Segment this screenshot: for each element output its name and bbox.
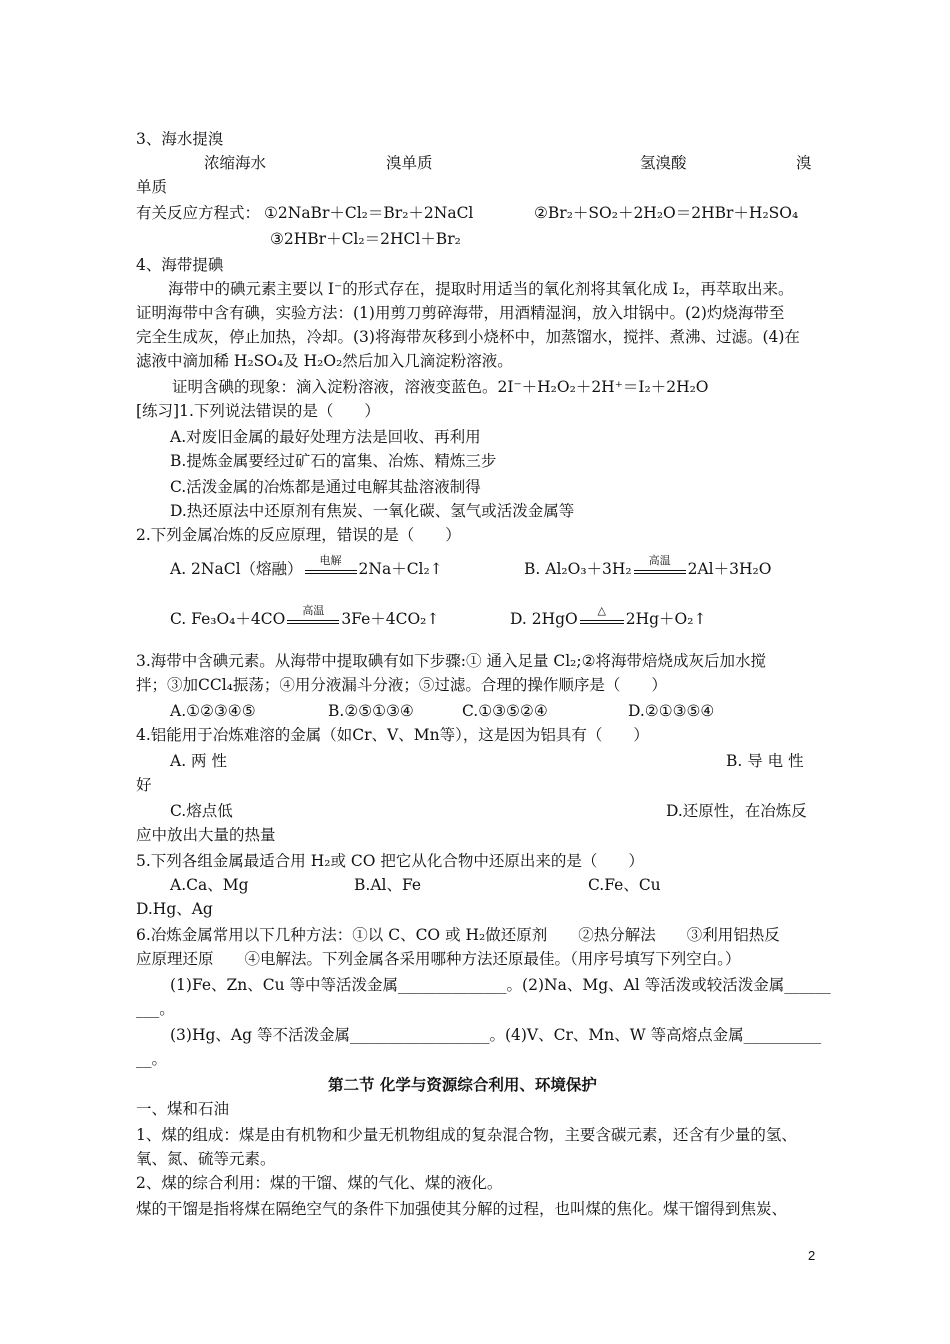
question-5-option-c: C.Fe、Cu <box>588 876 661 894</box>
question-3-stem-cont: 拌；③加CCl₄振荡；④用分液漏斗分液；⑤过滤。合理的操作顺序是（ ） <box>136 676 667 694</box>
question-4-option-d-tail: 应中放出大量的热量 <box>136 826 276 844</box>
paragraph-line: 滤液中滴加稀 H₂SO₄及 H₂O₂然后加入几滴淀粉溶液。 <box>136 352 513 370</box>
question-6-blank-line: __。 <box>136 1050 168 1068</box>
question-1-option-a: A.对废旧金属的最好处理方法是回收、再利用 <box>170 428 481 446</box>
paragraph-line: 2、煤的综合利用：煤的干馏、煤的气化、煤的液化。 <box>136 1174 503 1192</box>
question-4-option-b-tail: 好 <box>136 776 152 794</box>
question-2-option-c: C. Fe₃O₄＋4CO 高温 3Fe＋4CO₂↑ <box>170 604 440 628</box>
question-5-option-d: D.Hg、Ag <box>136 900 213 918</box>
question-1-option-d: D.热还原法中还原剂有焦炭、一氧化碳、氢气或活泼金属等 <box>170 502 575 520</box>
equation-label: 有关反应方程式： <box>136 204 261 222</box>
heading-iodine: 4、海带提碘 <box>136 256 224 274</box>
paragraph-line: 煤的干馏是指将煤在隔绝空气的条件下加强使其分解的过程，也叫煤的焦化。煤干馏得到焦炭、 <box>136 1200 788 1218</box>
question-4-option-c: C.熔点低 <box>170 802 233 820</box>
question-1-option-b: B.提炼金属要经过矿石的富集、冶炼、精炼三步 <box>170 452 497 470</box>
question-1-stem: [练习]1.下列说法错误的是（ ） <box>136 402 380 420</box>
flow-step-4: 溴 <box>796 154 812 172</box>
question-6-blank-line: (1)Fe、Zn、Cu 等中等活泼金属______________。(2)Na、Mg、Al 等活泼或较活泼金属______ <box>170 976 831 994</box>
question-5-stem: 5.下列各组金属最适合用 H₂或 CO 把它从化合物中还原出来的是（ ） <box>136 852 644 870</box>
question-6-blank-line: ___。 <box>136 1000 175 1018</box>
equation-3: ③2HBr＋Cl₂＝2HCl＋Br₂ <box>270 230 461 248</box>
flow-step-2: 溴单质 <box>386 154 433 172</box>
question-6-stem: 6.冶炼金属常用以下几种方法：①以 C、CO 或 H₂做还原剂 ②热分解法 ③利用铝热反 <box>136 926 780 944</box>
paragraph-line: 证明含碘的现象：滴入淀粉溶液，溶液变蓝色。2I⁻＋H₂O₂＋2H⁺＝I₂＋2H₂O <box>172 378 709 396</box>
equation-2: ②Br₂＋SO₂＋2H₂O＝2HBr＋H₂SO₄ <box>534 204 799 222</box>
reaction-condition: 高温 <box>287 612 339 628</box>
question-2-option-b: B. Al₂O₃＋3H₂ 高温 2Al＋3H₂O <box>524 554 772 578</box>
reaction-condition: △ <box>580 612 624 628</box>
flow-step-3: 氢溴酸 <box>640 154 687 172</box>
question-2-option-a: A. 2NaCl（熔融） 电解 2Na＋Cl₂↑ <box>170 554 443 578</box>
question-4-stem: 4.铝能用于冶炼难溶的金属（如Cr、V、Mn等），这是因为铝具有（ ） <box>136 726 649 744</box>
heading-bromine: 3、海水提溴 <box>136 130 224 148</box>
section-heading: 一、煤和石油 <box>136 1100 230 1118</box>
question-1-option-c: C.活泼金属的冶炼都是通过电解其盐溶液制得 <box>170 478 481 496</box>
question-3-option-a: A.①②③④⑤ <box>170 702 256 720</box>
page-number: 2 <box>808 1248 816 1263</box>
question-2-option-d: D. 2HgO △ 2Hg＋O₂↑ <box>510 604 707 628</box>
question-2-stem: 2.下列金属冶炼的反应原理，错误的是（ ） <box>136 526 461 544</box>
paragraph-line: 海带中的碘元素主要以 I⁻的形式存在，提取时用适当的氧化剂将其氧化成 I₂，再萃取出来。 <box>168 280 794 298</box>
question-4-option-d: D.还原性，在冶炼反 <box>666 802 807 820</box>
question-3-option-c: C.①③⑤②④ <box>462 702 548 720</box>
equation-1: ①2NaBr＋Cl₂＝Br₂＋2NaCl <box>264 204 474 222</box>
reaction-condition: 高温 <box>634 562 686 578</box>
question-3-option-d: D.②①③⑤④ <box>628 702 715 720</box>
paragraph-line: 1、煤的组成：煤是由有机物和少量无机物组成的复杂混合物，主要含碳元素，还含有少量的氢、 <box>136 1126 797 1144</box>
flow-step-1: 浓缩海水 <box>204 154 267 172</box>
question-3-stem: 3.海带中含碘元素。从海带中提取碘有如下步骤:① 通入足量 Cl₂;②将海带焙烧成灰后加水搅 <box>136 652 767 670</box>
flow-tail: 单质 <box>136 178 168 196</box>
question-4-option-a: A. 两 性 <box>170 752 227 770</box>
paragraph-line: 完全生成灰，停止加热，冷却。(3)将海带灰移到小烧杯中，加蒸馏水，搅拌、煮沸、过滤。(4)在 <box>136 328 800 346</box>
question-4-option-b: B. 导 电 性 <box>726 752 804 770</box>
question-3-option-b: B.②⑤①③④ <box>328 702 414 720</box>
paragraph-line: 氧、氮、硫等元素。 <box>136 1150 276 1168</box>
paragraph-line: 证明海带中含有碘，实验方法：(1)用剪刀剪碎海带，用酒精湿润，放入坩锅中。(2)灼烧海带至 <box>136 304 785 322</box>
section-title: 第二节 化学与资源综合利用、环境保护 <box>328 1075 597 1094</box>
question-6-stem-cont: 应原理还原 ④电解法。下列金属各采用哪种方法还原最佳。（用序号填写下列空白。） <box>136 950 741 968</box>
question-5-option-a: A.Ca、Mg <box>170 876 249 894</box>
question-6-blank-line: (3)Hg、Ag 等不活泼金属__________________。(4)V、Cr、Mn、W 等高熔点金属__________ <box>170 1026 822 1044</box>
reaction-condition: 电解 <box>305 562 357 578</box>
question-5-option-b: B.Al、Fe <box>354 876 422 894</box>
